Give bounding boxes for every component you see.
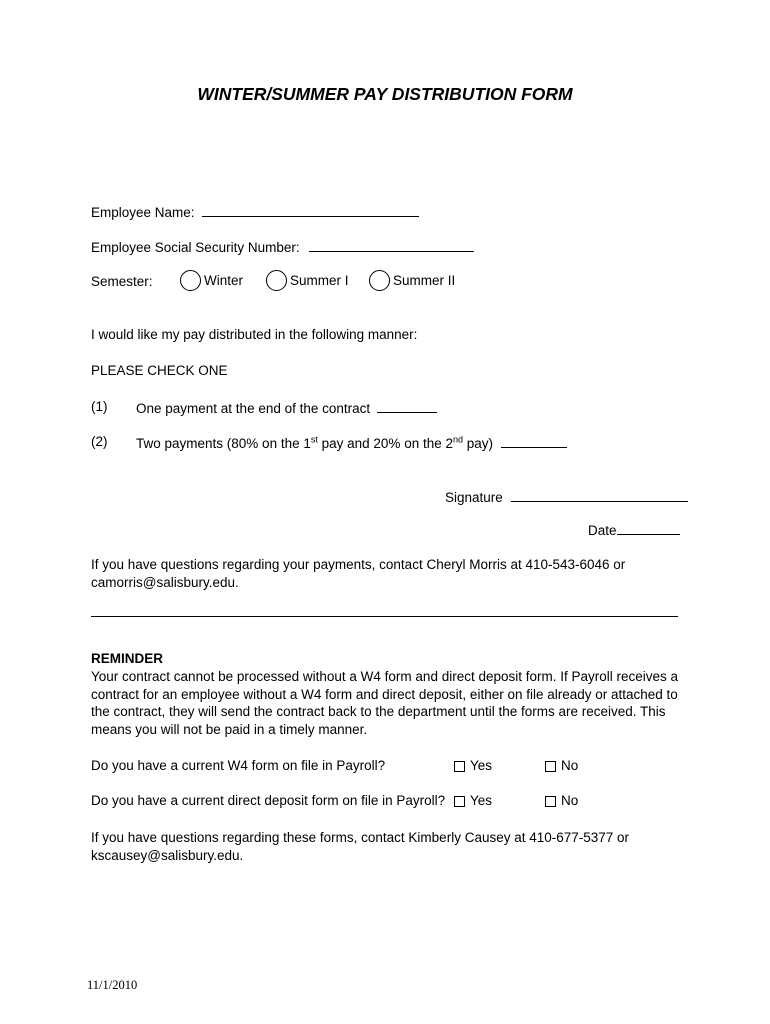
radio-circle-icon[interactable] xyxy=(180,270,201,291)
option-1-number: (1) xyxy=(91,399,108,414)
option-2-number: (2) xyxy=(91,434,108,449)
forms-contact-text: If you have questions regarding these forms, contact Kimberly Causey at 410-677-5377 or kscausey@salisbury.edu. xyxy=(91,830,630,863)
ssn-field[interactable] xyxy=(309,238,474,252)
employee-name-field[interactable] xyxy=(202,203,419,217)
reminder-heading: REMINDER xyxy=(91,651,164,666)
checkbox-icon[interactable] xyxy=(545,761,556,772)
date-field[interactable] xyxy=(617,521,680,535)
footer-date: 11/1/2010 xyxy=(87,978,138,992)
date-row xyxy=(588,521,680,538)
payment-contact-text: If you have questions regarding your payments, contact Cheryl Morris at 410-543-6046 or camorris@salisbury.edu. xyxy=(91,557,626,590)
reminder-body: Your contract cannot be processed without a W4 form and direct deposit form. If Payroll receives a contract for an employee without a W4 form and direct deposit, either on file already or attached to the contract, they will send the contract back to the department until the forms are received. This means you will not be paid in a timely manner. xyxy=(91,669,679,737)
radio-circle-icon[interactable] xyxy=(266,270,287,291)
option-2-row xyxy=(136,434,567,451)
please-check-one: PLEASE CHECK ONE xyxy=(91,363,228,378)
form-title: WINTER/SUMMER PAY DISTRIBUTION FORM xyxy=(197,84,573,104)
signature-row xyxy=(445,488,688,505)
semester-option-summer-1[interactable]: Summer I xyxy=(266,270,349,291)
option-1-row xyxy=(136,399,437,416)
ssn-row xyxy=(91,238,474,255)
checkbox-icon[interactable] xyxy=(545,796,556,807)
employee-name-row xyxy=(91,203,419,220)
section-divider xyxy=(91,616,678,617)
checkbox-icon[interactable] xyxy=(454,761,465,772)
direct-deposit-no-option[interactable]: No xyxy=(545,793,578,808)
radio-circle-icon[interactable] xyxy=(369,270,390,291)
semester-option-winter[interactable]: Winter xyxy=(180,270,243,291)
semester-label: Semester: xyxy=(91,274,153,289)
semester-option-summer-2[interactable]: Summer II xyxy=(369,270,455,291)
w4-yes-option[interactable]: Yes xyxy=(454,758,492,773)
option-1-text: One payment at the end of the contract xyxy=(136,401,371,416)
w4-question: Do you have a current W4 form on file in Payroll? xyxy=(91,758,386,773)
distribution-intro: I would like my pay distributed in the following manner: xyxy=(91,327,418,342)
ssn-label: Employee Social Security Number: xyxy=(91,240,300,255)
option-2-check-field[interactable] xyxy=(501,434,567,448)
direct-deposit-question: Do you have a current direct deposit form on file in Payroll? xyxy=(91,793,446,808)
direct-deposit-yes-option[interactable]: Yes xyxy=(454,793,492,808)
employee-name-label: Employee Name: xyxy=(91,205,195,220)
w4-no-option[interactable]: No xyxy=(545,758,578,773)
checkbox-icon[interactable] xyxy=(454,796,465,807)
date-label: Date xyxy=(588,523,617,538)
option-2-text: Two payments (80% on the 1st pay and 20% on the 2nd pay) xyxy=(136,434,494,451)
signature-label: Signature xyxy=(445,490,503,505)
signature-field[interactable] xyxy=(511,488,688,502)
option-1-check-field[interactable] xyxy=(377,399,437,413)
